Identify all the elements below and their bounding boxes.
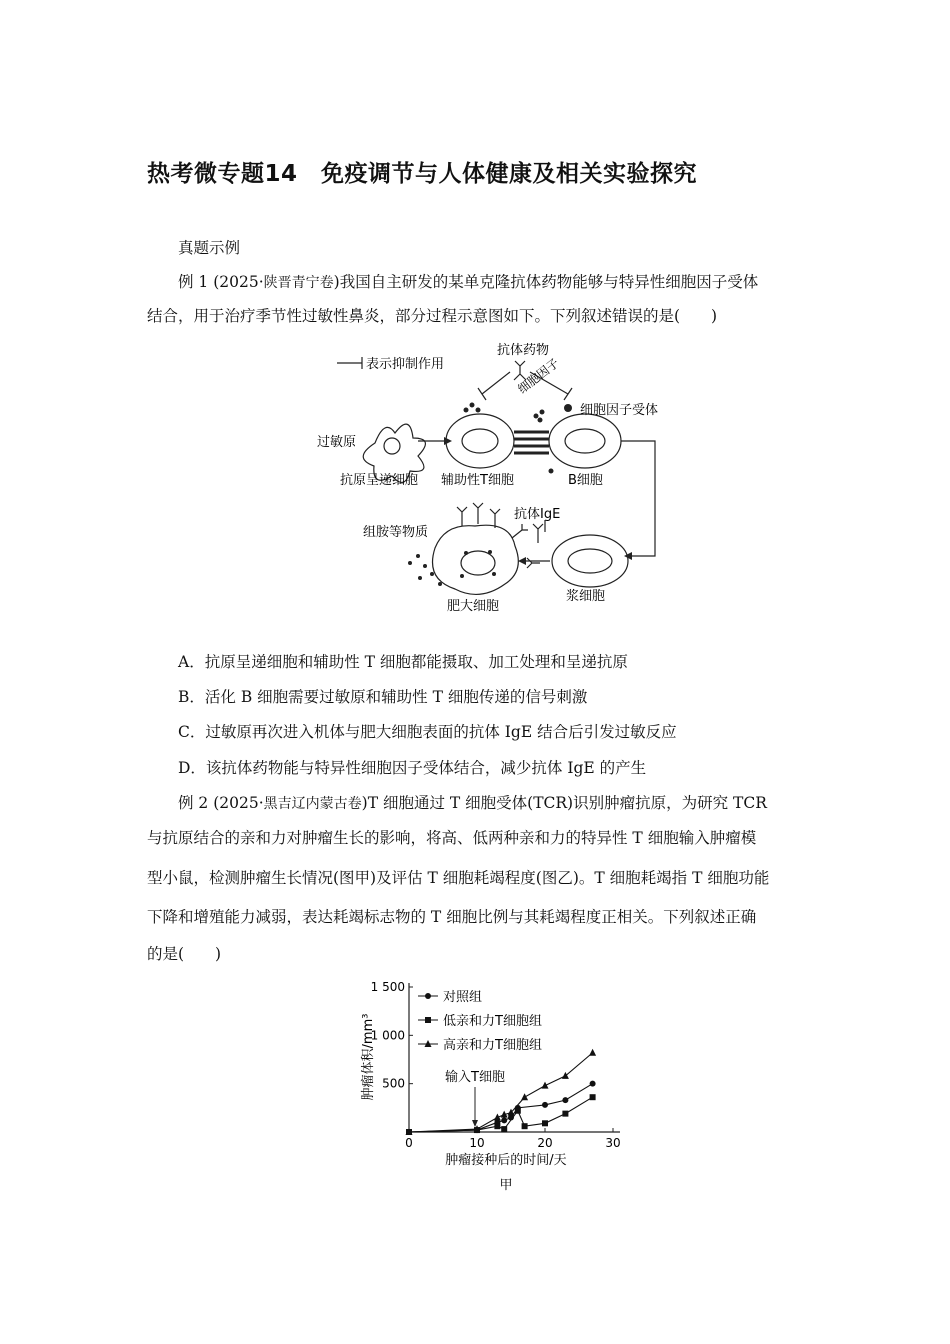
q2-line1: 例 2 (2025·黑吉辽内蒙古卷)T 细胞通过 T 细胞受体(TCR)识别肿瘤抗原，为研究 TCR [178, 794, 767, 812]
d1-th: 辅助性T细胞 [441, 473, 514, 488]
point-triangle [542, 1082, 549, 1089]
d1-receptor: 细胞因子受体 [580, 403, 659, 418]
point-circle [425, 993, 431, 999]
d1-plasma: 浆细胞 [566, 589, 606, 604]
d1-allergen: 过敏原 [317, 435, 357, 450]
point-square [501, 1126, 507, 1132]
x-tick-label: 30 [605, 1136, 621, 1150]
point-circle [590, 1081, 596, 1087]
immune-diagram [0, 338, 950, 618]
point-triangle [521, 1093, 528, 1100]
q2-line3: 型小鼠，检测肿瘤生长情况(图甲)及评估 T 细胞耗竭程度(图乙)。T 细胞耗竭指 T 细胞功能 [147, 869, 770, 887]
chart-caption: 甲 [499, 1178, 513, 1193]
point-square [562, 1111, 568, 1117]
legend-label: 对照组 [443, 990, 483, 1005]
section-label: 真题示例 [178, 239, 241, 257]
y-tick-label: 1 000 [370, 1028, 405, 1043]
q1-source: 陕晋青宁卷 [263, 275, 334, 291]
legend-label: 高亲和力T细胞组 [443, 1038, 542, 1053]
d1-histamine: 组胺等物质 [363, 525, 429, 540]
point-triangle [589, 1049, 596, 1056]
series-line-0 [409, 1084, 593, 1132]
q1-option-c: C．过敏原再次进入机体与肥大细胞表面的抗体 IgE 结合后引发过敏反应 [178, 723, 677, 741]
d1-apc: 抗原呈递细胞 [340, 473, 419, 488]
chart-annotation: 输入T细胞 [445, 1070, 505, 1085]
x-tick-label: 20 [537, 1136, 553, 1150]
q1-line2: 结合，用于治疗季节性过敏性鼻炎，部分过程示意图如下。下列叙述错误的是( ) [147, 307, 718, 325]
chart-ylabel: 肿瘤体积/mm³ [361, 1013, 376, 1101]
d1-ige: 抗体IgE [514, 507, 561, 522]
x-tick-label: 0 [405, 1136, 413, 1150]
q1-option-a: A．抗原呈递细胞和辅助性 T 细胞都能摄取、加工处理和呈递抗原 [178, 653, 628, 671]
point-square [522, 1123, 528, 1129]
q2-line2: 与抗原结合的亲和力对肿瘤生长的影响，将高、低两种亲和力的特异性 T 细胞输入肿瘤模 [147, 829, 757, 847]
point-square [494, 1123, 500, 1129]
q2-line4: 下降和增殖能力减弱，表达耗竭标志物的 T 细胞比例与其耗竭程度正相关。下列叙述正确 [147, 908, 757, 926]
x-tick-label: 10 [469, 1136, 485, 1150]
chart-xlabel: 肿瘤接种后的时间/天 [445, 1153, 567, 1168]
y-tick-label: 500 [382, 1076, 405, 1091]
point-circle [562, 1097, 568, 1103]
point-square [515, 1108, 521, 1114]
series-line-2 [409, 1053, 593, 1132]
d1-drug: 抗体药物 [497, 343, 550, 358]
q1-option-d: D．该抗体药物能与特异性细胞因子受体结合，减少抗体 IgE 的产生 [178, 759, 647, 777]
q2-source: 黑吉辽内蒙古卷 [263, 796, 362, 812]
d1-mast: 肥大细胞 [447, 599, 500, 614]
tumor-volume-chart [0, 975, 950, 1200]
q1-line1: 例 1 (2025·陕晋青宁卷)我国自主研发的某单克隆抗体药物能够与特异性细胞因子受体 [178, 273, 759, 291]
page-title: 热考微专题14 免疫调节与人体健康及相关实验探究 [147, 161, 698, 187]
point-square [425, 1017, 431, 1023]
point-triangle [562, 1072, 569, 1079]
legend-label: 低亲和力T细胞组 [443, 1014, 542, 1029]
point-square [590, 1094, 596, 1100]
q2-line5: 的是( ) [147, 945, 222, 963]
y-tick-label: 1 500 [370, 980, 405, 994]
d1-bcell: B细胞 [568, 473, 603, 488]
point-circle [542, 1102, 548, 1108]
point-circle [501, 1117, 507, 1123]
q1-option-b: B．活化 B 细胞需要过敏原和辅助性 T 细胞传递的信号刺激 [178, 688, 588, 706]
d1-cytokine: 细胞因子 [515, 355, 562, 397]
point-square [542, 1120, 548, 1126]
d1-legend: 表示抑制作用 [366, 357, 445, 372]
